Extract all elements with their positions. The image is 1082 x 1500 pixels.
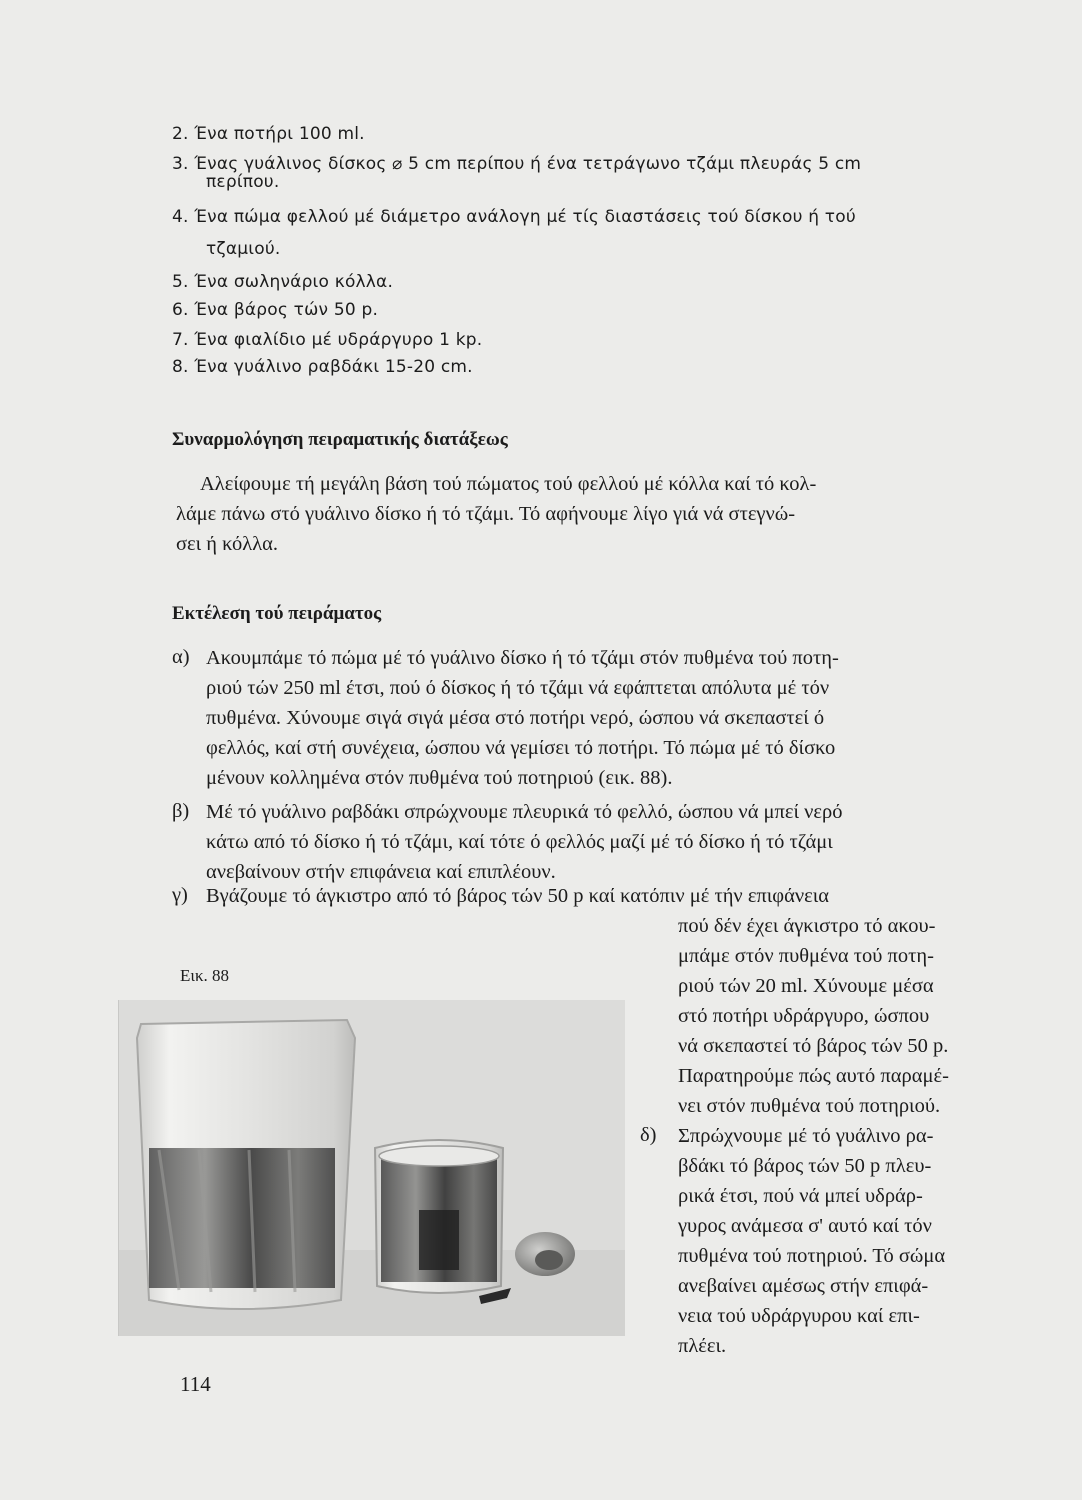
list-item: 8. Ένα γυάλινο ραβδάκι 15-20 cm. bbox=[172, 357, 473, 377]
paragraph-line: Ακουμπάμε τό πώμα μέ τό γυάλινο δίσκο ή τό τζάμι στόν πυθμένα τού ποτη- bbox=[206, 647, 839, 669]
list-item: 6. Ένα βάρος τών 50 p. bbox=[172, 300, 379, 320]
paragraph-line: ρικά έτσι, πού νά μπεί υδράρ- bbox=[678, 1185, 923, 1207]
paragraph-line: πυθμένα. Χύνουμε σιγά σιγά μέσα στό ποτήρι νερό, ώσπου νά σκεπαστεί ό bbox=[206, 707, 825, 729]
list-item-continuation: τζαμιού. bbox=[206, 239, 281, 259]
small-beaker bbox=[375, 1140, 503, 1293]
paragraph-line: μπάμε στόν πυθμένα τού ποτη- bbox=[678, 945, 934, 967]
paragraph-line: Παρατηρούμε πώς αυτό παραμέ- bbox=[678, 1065, 949, 1087]
paragraph-line: νά σκεπαστεί τό βάρος τών 50 p. bbox=[678, 1035, 949, 1057]
paragraph-line: ριού τών 250 ml έτσι, πού ό δίσκος ή τό τζάμι νά εφάπτεται απόλυτα μέ τόν bbox=[206, 677, 830, 699]
paragraph-line: ανεβαίνει αμέσως στήν επιφά- bbox=[678, 1275, 929, 1297]
list-item: 4. Ένα πώμα φελλού μέ διάμετρο ανάλογη μέ τίς διαστάσεις τού δίσκου ή τού bbox=[172, 207, 856, 227]
list-item: 2. Ένα ποτήρι 100 ml. bbox=[172, 124, 365, 144]
paragraph-line: βδάκι τό βάρος τών 50 p πλευ- bbox=[678, 1155, 932, 1177]
paragraph-line: ανεβαίνουν στήν επιφάνεια καί επιπλέουν. bbox=[206, 861, 556, 883]
step-label: δ) bbox=[640, 1124, 657, 1146]
paragraph-line: Αλείφουμε τή μεγάλη βάση τού πώματος τού φελλού μέ κόλλα καί τό κολ- bbox=[200, 473, 817, 495]
paragraph-line: πλέει. bbox=[678, 1335, 727, 1357]
step-label: α) bbox=[172, 646, 190, 668]
step-label: γ) bbox=[172, 884, 188, 906]
paragraph-line: Μέ τό γυάλινο ραβδάκι σπρώχνουμε πλευρικά τό φελλό, ώσπου νά μπεί νερό bbox=[206, 801, 843, 823]
section-heading: Εκτέλεση τού πειράματος bbox=[172, 603, 382, 624]
paragraph-line: κάτω από τό δίσκο ή τό τζάμι, καί τότε ό φελλός μαζί μέ τό δίσκο ή τό τζάμι bbox=[206, 831, 833, 853]
paragraph-line: γυρος ανάμεσα σ' αυτό καί τόν bbox=[678, 1215, 932, 1237]
paragraph-line: ριού τών 20 ml. Χύνουμε μέσα bbox=[678, 975, 934, 997]
list-item: 5. Ένα σωληνάριο κόλλα. bbox=[172, 272, 394, 292]
paragraph-line: πού δέν έχει άγκιστρο τό ακου- bbox=[678, 915, 936, 937]
weight-object bbox=[515, 1232, 575, 1276]
large-beaker bbox=[137, 1020, 355, 1309]
list-item: 3. Ένας γυάλινος δίσκος ⌀ 5 cm περίπου ή ένα τετράγωνο τζάμι πλευράς 5 cm bbox=[172, 154, 862, 174]
beakers-photo bbox=[119, 1000, 625, 1336]
section-heading: Συναρμολόγηση πειραματικής διατάξεως bbox=[172, 429, 508, 450]
figure-photo bbox=[118, 1000, 625, 1336]
paragraph-line: στό ποτήρι υδράργυρο, ώσπου bbox=[678, 1005, 930, 1027]
paragraph-line: φελλός, καί στή συνέχεια, ώσπου νά γεμίσει τό ποτήρι. Τό πώμα μέ τό δίσκο bbox=[206, 737, 836, 759]
paragraph-line: νεια τού υδράργυρου καί επι- bbox=[678, 1305, 920, 1327]
page-number: 114 bbox=[180, 1372, 211, 1396]
paragraph-line: λάμε πάνω στό γυάλινο δίσκο ή τό τζάμι. Τό αφήνουμε λίγο γιά νά στεγνώ- bbox=[176, 503, 796, 525]
floating-weight bbox=[419, 1210, 459, 1270]
paragraph-line: μένουν κολλημένα στόν πυθμένα τού ποτηριού (εικ. 88). bbox=[206, 767, 673, 789]
list-item-continuation: περίπου. bbox=[206, 172, 280, 192]
paragraph-line: σει ή κόλλα. bbox=[176, 533, 279, 555]
step-label: β) bbox=[172, 800, 190, 822]
figure-caption: Εικ. 88 bbox=[180, 966, 230, 985]
paragraph-line: Σπρώχνουμε μέ τό γυάλινο ρα- bbox=[678, 1125, 934, 1147]
paragraph-line: πυθμένα τού ποτηριού. Τό σώμα bbox=[678, 1245, 946, 1267]
list-item: 7. Ένα φιαλίδιο μέ υδράργυρο 1 kp. bbox=[172, 330, 483, 350]
paragraph-line: Βγάζουμε τό άγκιστρο από τό βάρος τών 50 p καί κατόπιν μέ τήν επιφάνεια bbox=[206, 885, 829, 907]
paragraph-line: νει στόν πυθμένα τού ποτηριού. bbox=[678, 1095, 941, 1117]
